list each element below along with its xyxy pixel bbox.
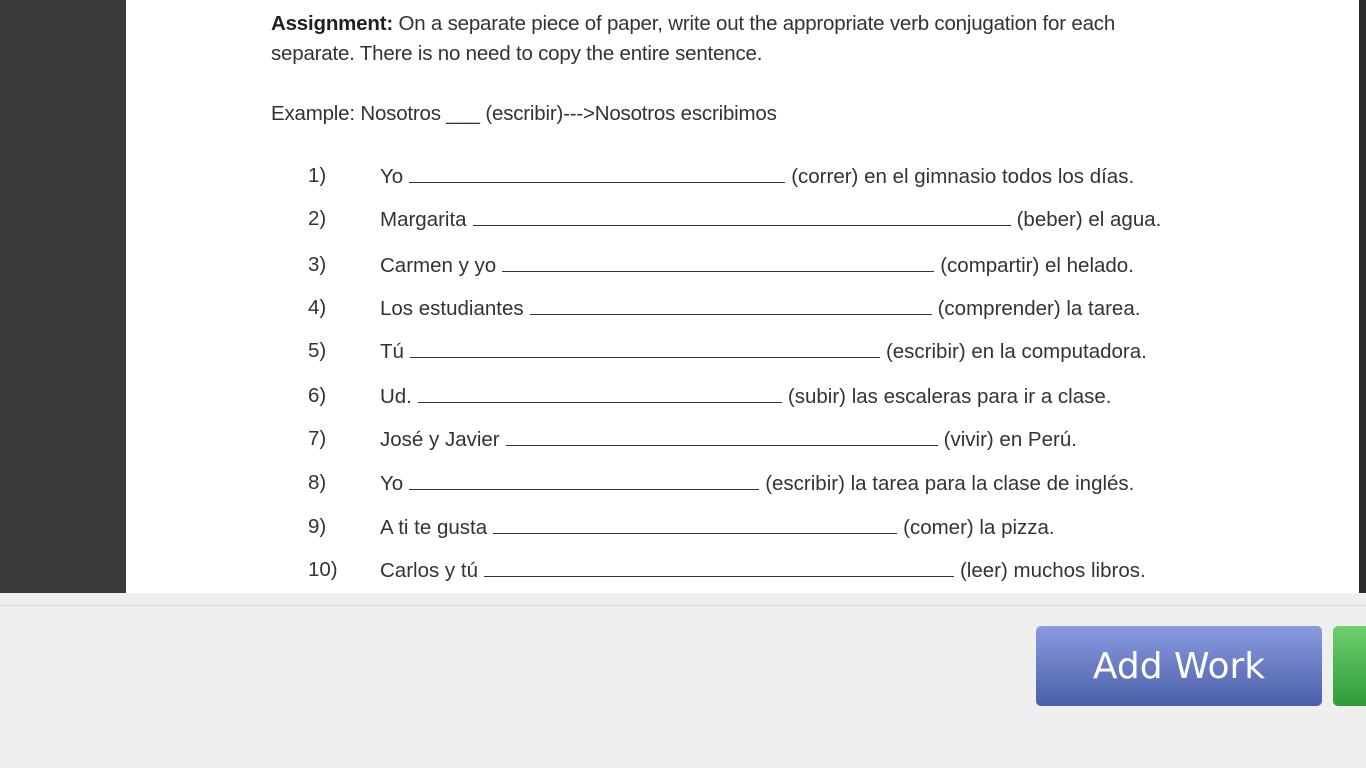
- answer-blank: [502, 253, 934, 272]
- question-subject: Yo: [380, 165, 404, 188]
- question-line: [380, 164, 1134, 189]
- question-number: 7): [308, 427, 327, 450]
- question-number: 6): [308, 384, 327, 407]
- assignment-label: Assignment:: [271, 12, 393, 35]
- question-rest: (correr) en el gimnasio todos los días.: [791, 165, 1135, 188]
- question-number: 3): [308, 253, 327, 276]
- question-number: 2): [308, 207, 327, 230]
- assignment-instructions: [271, 12, 1115, 36]
- question-line: [380, 471, 1134, 496]
- question-rest: (beber) el agua.: [1016, 208, 1162, 231]
- question-rest: (comprender) la tarea.: [937, 297, 1141, 320]
- question-line: [380, 515, 1055, 540]
- answer-blank: [530, 296, 932, 315]
- worksheet-page: [126, 0, 1359, 593]
- scrollbar-track[interactable]: [1359, 0, 1366, 593]
- toolbar-divider: [0, 605, 1366, 606]
- question-subject: Yo: [380, 472, 404, 495]
- question-line: [380, 253, 1134, 278]
- question-line: [380, 296, 1140, 321]
- question-line: [380, 207, 1161, 232]
- question-rest: (escribir) en la computadora.: [885, 340, 1147, 363]
- question-number: 8): [308, 471, 327, 494]
- question-subject: José y Javier: [380, 428, 500, 451]
- question-line: [380, 384, 1111, 409]
- answer-blank: [484, 558, 954, 577]
- assignment-text-line2: separate. There is no need to copy the entire sentence.: [271, 42, 763, 65]
- question-subject: Tú: [380, 340, 404, 363]
- submit-button[interactable]: [1333, 626, 1366, 706]
- question-number: 5): [308, 339, 327, 362]
- question-subject: Carlos y tú: [380, 559, 478, 582]
- question-rest: (escribir) la tarea para la clase de inglés.: [765, 472, 1135, 495]
- question-line: [380, 427, 1077, 452]
- answer-blank: [409, 164, 785, 183]
- question-rest: (vivir) en Perú.: [943, 428, 1077, 451]
- answer-blank: [410, 339, 880, 358]
- question-rest: (leer) muchos libros.: [959, 559, 1146, 582]
- question-line: [380, 558, 1146, 583]
- question-subject: Carmen y yo: [380, 254, 497, 277]
- question-number: 9): [308, 515, 327, 538]
- question-subject: Los estudiantes: [380, 297, 524, 320]
- answer-blank: [473, 207, 1011, 226]
- question-number: 10): [308, 558, 338, 581]
- question-subject: Ud.: [380, 385, 412, 408]
- add-work-button[interactable]: Add Work: [1036, 626, 1322, 706]
- answer-blank: [493, 515, 897, 534]
- bottom-toolbar: [0, 593, 1366, 768]
- question-rest: (compartir) el helado.: [940, 254, 1134, 277]
- assignment-text: On a separate piece of paper, write out the appropriate verb conjugation for each: [392, 12, 1116, 35]
- question-subject: Margarita: [380, 208, 467, 231]
- answer-blank: [409, 471, 759, 490]
- answer-blank: [418, 384, 782, 403]
- answer-blank: [506, 427, 938, 446]
- example-text: Example: Nosotros ___ (escribir)--->Nosotros escribimos: [271, 102, 777, 125]
- question-rest: (comer) la pizza.: [903, 516, 1055, 539]
- question-rest: (subir) las escaleras para ir a clase.: [787, 385, 1112, 408]
- question-number: 1): [308, 164, 327, 187]
- question-number: 4): [308, 296, 327, 319]
- question-line: [380, 339, 1147, 364]
- question-subject: A ti te gusta: [380, 516, 488, 539]
